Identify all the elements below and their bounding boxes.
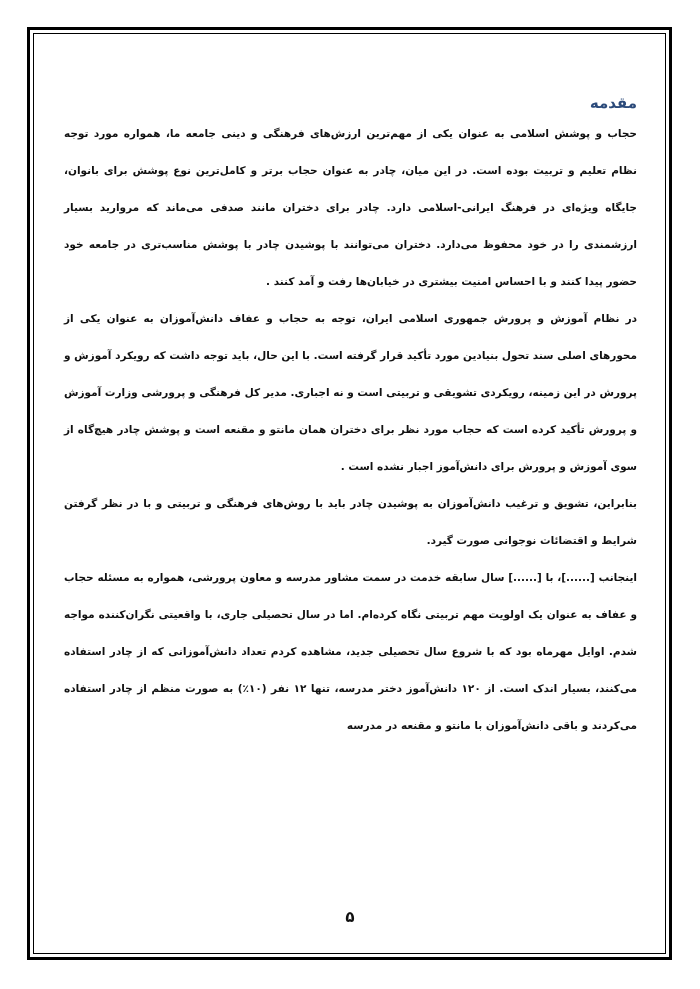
page-number: ۵ bbox=[345, 908, 355, 926]
paragraph-2: در نظام آموزش و پرورش جمهوری اسلامی ایران، توجه به حجاب و عفاف دانش‌آموزان به عنوان یکی از محورهای اصلی سند تحول بنیادین مورد تأکید قرار گرفته است. با این حال، باید توجه داشت که رویکرد آموزش و پرورش در این زمینه، رویکردی تشویقی و تربیتی است و نه اجباری. مدیر کل فرهنگی و پرورشی وزارت آموزش و پرورش تأکید کرده است که حجاب مورد نظر برای دختران همان مانتو و مقنعه است و پوشش چادر هیچ‌گاه از سوی آموزش و پرورش برای دانش‌آموز اجبار نشده است . bbox=[64, 313, 637, 473]
document-body bbox=[64, 90, 637, 745]
paragraph-4: اینجانب [......]، با [......] سال سابقه خدمت در سمت مشاور مدرسه و معاون پرورشی، همواره به مسئله حجاب و عفاف به عنوان یک اولویت مهم تربیتی نگاه کرده‌ام. اما در سال تحصیلی جاری، با واقعیتی نگران‌کننده مواجه شدم. اوایل مهرماه بود که با شروع سال تحصیلی جدید، مشاهده کردم تعداد دانش‌آموزانی که از چادر استفاده می‌کنند، بسیار اندک است. از ۱۲۰ دانش‌آموز دختر مدرسه، تنها ۱۲ نفر (۱۰٪) به صورت منظم از چادر استفاده می‌کردند و باقی دانش‌آموزان با مانتو و مقنعه در مدرسه bbox=[64, 572, 637, 732]
paragraph-1: حجاب و پوشش اسلامی به عنوان یکی از مهم‌ترین ارزش‌های فرهنگی و دینی جامعه ما، همواره مورد توجه نظام تعلیم و تربیت بوده است. در این میان، چادر به عنوان حجاب برتر و کامل‌ترین نوع پوشش برای بانوان، جایگاه ویژه‌ای در فرهنگ ایرانی-اسلامی دارد. چادر برای دختران مانند صدفی می‌ماند که مروارید بسیار ارزشمندی را در خود محفوظ می‌دارد. دختران می‌توانند با پوشیدن چادر با پوشش مناسب‌تری در جامعه خود حضور پیدا کنند و با احساس امنیت بیشتری در خیابان‌ها رفت و آمد کنند . bbox=[64, 128, 637, 288]
paragraph-3: بنابراین، تشویق و ترغیب دانش‌آموزان به پوشیدن چادر باید با روش‌های فرهنگی و تربیتی و با در نظر گرفتن شرایط و اقتضائات نوجوانی صورت گیرد. bbox=[64, 498, 637, 547]
section-heading: مقدمه bbox=[589, 94, 637, 112]
